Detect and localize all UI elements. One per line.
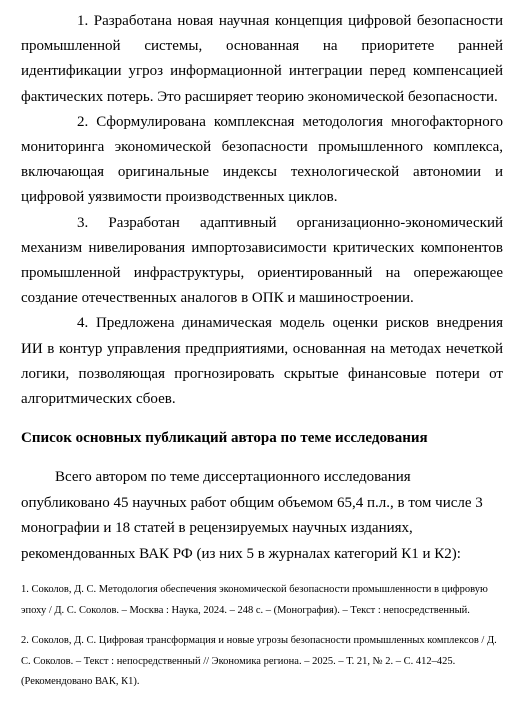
- document-page: [21, 9, 503, 687]
- reference-list: [21, 580, 503, 703]
- conclusion-paragraph-1: 1. Разработана новая научная концепция цифровой безопасности промышленной системы, основанная на приоритете ранней идентификации угроз информационной интеграции перед компенсацией фактических потерь. Это расширяет теорию экономической безопасности.: [21, 13, 503, 105]
- publications-heading: Список основных публикаций автора по теме исследования: [21, 430, 428, 446]
- reference-item-2: 2. Соколов, Д. С. Цифровая трансформация и новые угрозы безопасности промышленных комплексов / Д. С. Соколов. – Текст : непосредственный // Экономика региона. – 2025. – Т. 21, № 2. – С. 412–425. (Рекомендовано ВАК, К1).: [21, 635, 497, 687]
- publications-intro: Всего автором по теме диссертационного исследования опубликовано 45 научных работ общим объемом 65,4 п.л., в том числе 3 монографии и 18 статей в рецензируемых научных изданиях, рекомендованных ВАК РФ (из них 5 в журналах категорий К1 и К2):: [21, 469, 483, 562]
- conclusion-paragraph-2: 2. Сформулирована комплексная методология многофакторного мониторинга экономической безопасности промышленного комплекса, включающая оригинальные индексы технологической автономии и цифровой уязвимости производственных циклов.: [21, 113, 503, 206]
- conclusion-paragraph-3: 3. Разработан адаптивный организационно-экономический механизм нивелирования импортозависимости критических компонентов промышленной инфраструктуры, ориентированный на опережающее создание отечественных аналогов в ОПК и машиностроении.: [21, 214, 503, 307]
- reference-item-1: 1. Соколов, Д. С. Методология обеспечения экономической безопасности промышленности в цифровую эпоху / Д. С. Соколов. – Москва : Наука, 2024. – 248 с. – (Монография). – Текст : непосредственный.: [21, 584, 488, 616]
- conclusion-paragraph-4: 4. Предложена динамическая модель оценки рисков внедрения ИИ в контур управления предприятиями, основанная на методах нечеткой логики, позволяющая прогнозировать скрытые финансовые потери от алгоритмических сбоев.: [21, 315, 503, 408]
